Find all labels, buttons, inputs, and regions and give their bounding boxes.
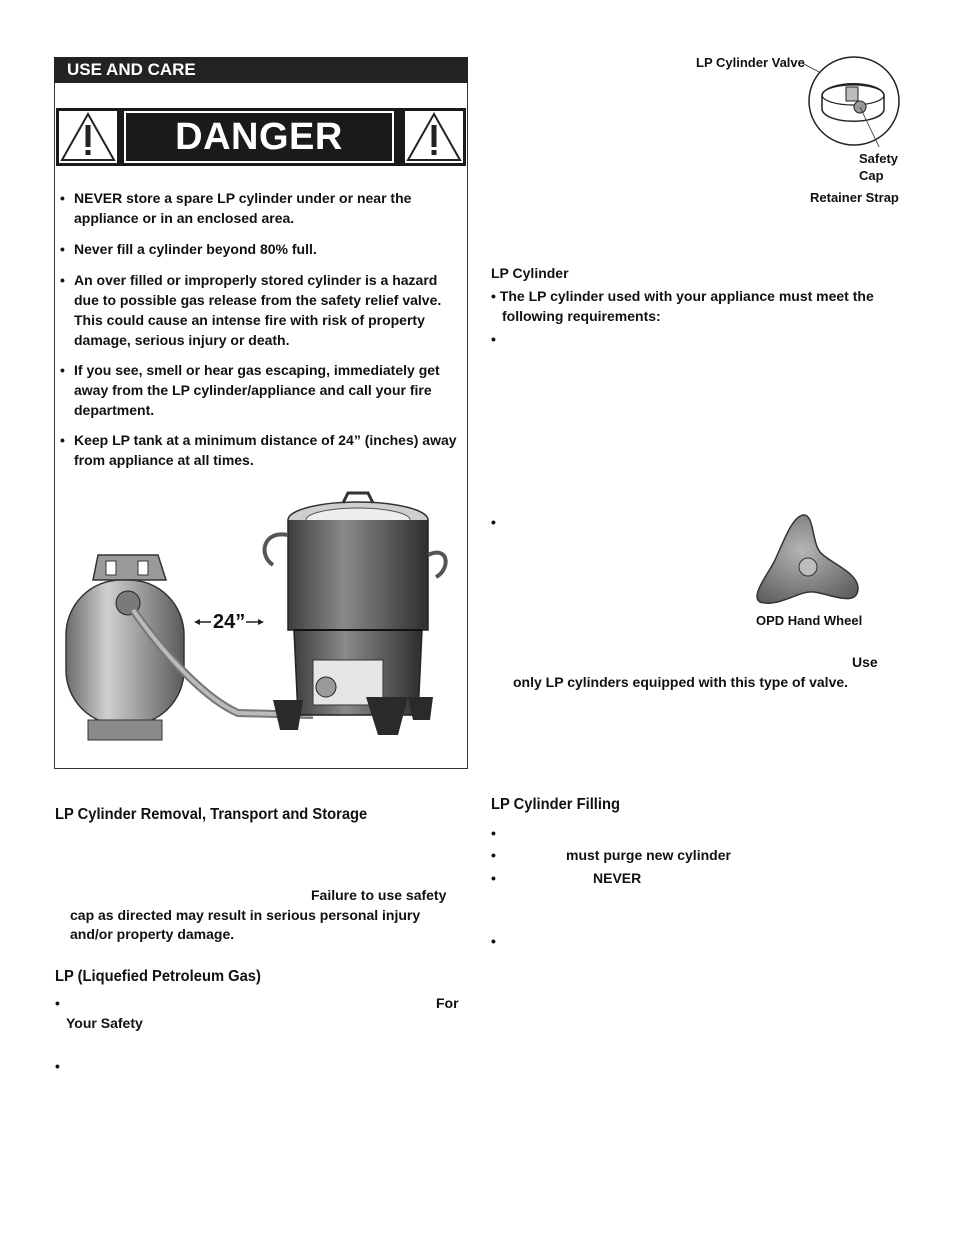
section-header: USE AND CARE	[54, 57, 468, 83]
lp-gas-heading: LP (Liquefied Petroleum Gas)	[55, 968, 261, 985]
valve-requirement-text: only LP cylinders equipped with this type of valve.	[513, 674, 849, 690]
danger-bullet: • If you see, smell or hear gas escaping, immediately get away from the LP cylinder/appliance and call your fire department.	[60, 362, 440, 418]
bullet-marker: •	[491, 847, 496, 863]
your-safety-text: Your Safety	[66, 1015, 143, 1031]
removal-text: Failure to use safety	[311, 887, 447, 903]
danger-bullet: • NEVER store a spare LP cylinder under or near the appliance or in an enclosed area.	[60, 190, 412, 226]
filling-heading: LP Cylinder Filling	[491, 796, 620, 813]
distance-label: 24”	[213, 611, 246, 633]
danger-bullet: • Keep LP tank at a minimum distance of 24” (inches) away from appliance at all times.	[60, 432, 457, 468]
bullet-marker: •	[491, 514, 496, 530]
bullet-marker: •	[491, 870, 496, 886]
purge-text: must purge new cylinder	[566, 847, 731, 863]
never-text: NEVER	[593, 870, 642, 886]
bullet-marker: •	[55, 995, 60, 1011]
warning-triangle-icon	[405, 111, 463, 163]
danger-bullet: • Never fill a cylinder beyond 80% full.	[60, 241, 317, 257]
opd-hand-wheel-icon	[754, 512, 864, 610]
safety-cap-label: Safety Cap	[859, 151, 899, 183]
retainer-strap-label: Retainer Strap	[810, 190, 899, 205]
use-word: Use	[852, 654, 878, 670]
cylinder-valve-illustration	[802, 55, 902, 147]
lp-cylinder-bullet: • The LP cylinder used with your appliance must meet the	[491, 288, 874, 304]
bullet-marker: •	[491, 331, 496, 347]
opd-wheel-label: OPD Hand Wheel	[756, 613, 863, 628]
warning-triangle-icon	[59, 111, 117, 163]
bullet-marker: •	[491, 933, 496, 949]
removal-text: and/or property damage.	[70, 926, 235, 942]
valve-label: LP Cylinder Valve	[696, 55, 805, 70]
bullet-marker: •	[491, 825, 496, 841]
removal-text: cap as directed may result in serious personal injury	[70, 907, 421, 923]
danger-title: DANGER	[124, 111, 394, 163]
removal-heading: LP Cylinder Removal, Transport and Storage	[55, 806, 368, 823]
cylinder-distance-illustration	[58, 485, 464, 765]
bullet-marker: •	[55, 1058, 60, 1074]
lp-cylinder-heading: LP Cylinder	[491, 265, 569, 281]
lp-cylinder-bullet-cont: following requirements:	[502, 308, 661, 324]
danger-bullet: • An over filled or improperly stored cylinder is a hazard due to possible gas release from the safety relief valve. This could cause an intense fire with risk of property damage, serious injury or death.	[60, 272, 442, 348]
for-word: For	[436, 995, 459, 1011]
